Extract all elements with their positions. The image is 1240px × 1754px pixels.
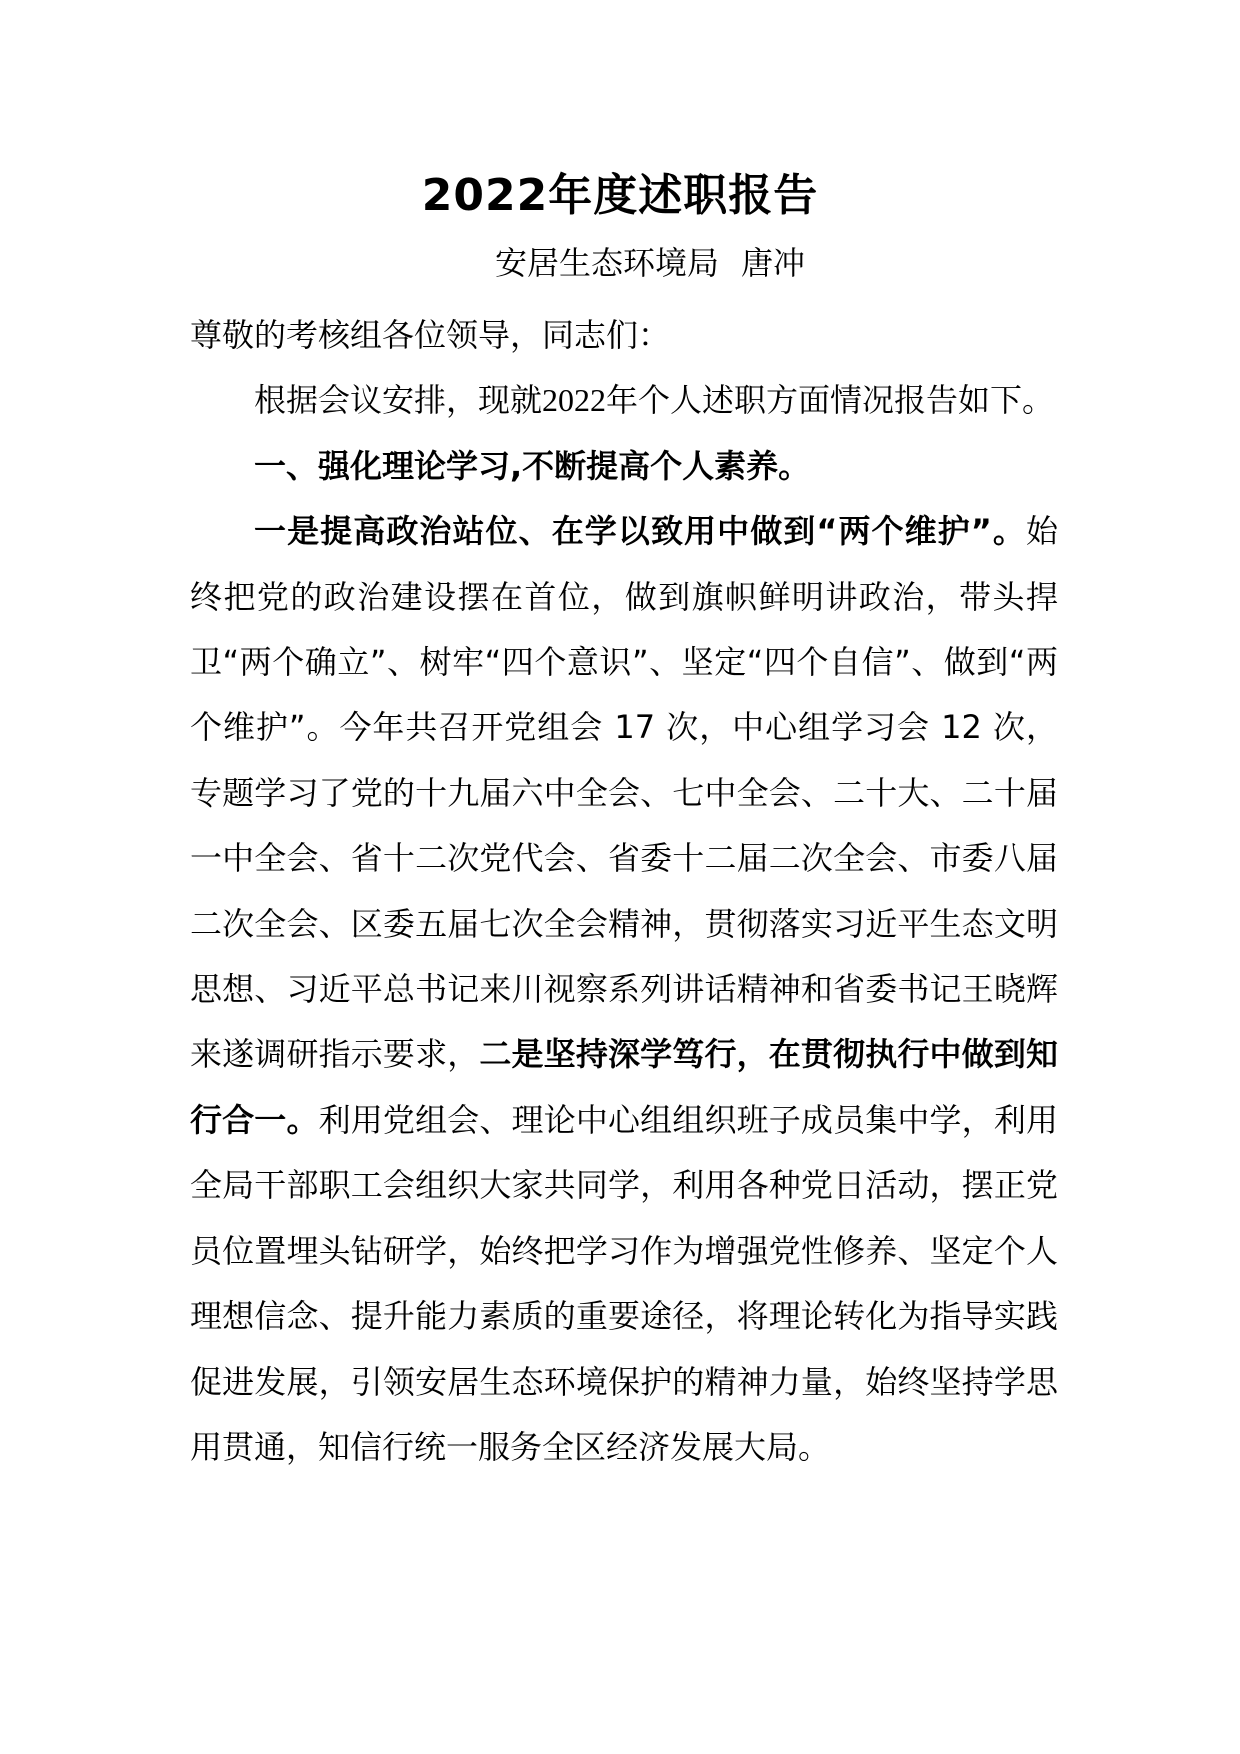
section-paragraph	[190, 499, 1058, 1480]
author-name: 唐冲	[741, 244, 806, 282]
author-line	[495, 240, 805, 286]
document-body	[190, 303, 1058, 1480]
intro-text-1: 根据会议安排，现就	[254, 381, 543, 420]
author-unit: 安居生态环境局	[495, 244, 720, 282]
point1-text: 始终把党的政治建设摆在首位，做到旗帜鲜明讲政治，带头捍卫“两个确立”、树牢“四个意识”、坚定“四个自信”、做到“两个维护”。今年共召开党组会 17 次，中心组学习会 12 次，专题学习了党的十九届六中全会、七中全会、二十大、二十届一中全会、省十二次党代会、省委十二届二次全会、市委八届二次全会、区委五届七次全会精神，贯彻落实习近平生态文明思想、习近平总书记来川视察系列讲话精神和省委书记王晓辉来遂调研指示要求，	[190, 512, 1058, 1074]
intro-text-2: 年个人述职方面情况报告如下。	[606, 381, 1055, 420]
point2-text: 利用党组会、理论中心组组织班子成员集中学，利用全局干部职工会组织大家共同学，利用各种党日活动，摆正党员位置埋头钻研学，始终把学习作为增强党性修养、坚定个人理想信念、提升能力素质的重要途径，将理论转化为指导实践促进发展，引领安居生态环境保护的精神力量，始终坚持学思用贯通，知信行统一服务全区经济发展大局。	[190, 1100, 1058, 1466]
salutation: 尊敬的考核组各位领导，同志们：	[190, 316, 671, 354]
intro-year: 2022	[542, 382, 607, 419]
intro-paragraph	[190, 368, 1058, 433]
document-title: 2022年度述职报告	[421, 170, 819, 221]
point1-heading: 一是提高政治站位、在学以致用中做到“两个维护”。	[254, 512, 1026, 551]
section-heading: 一、强化理论学习,不断提高个人素养。	[254, 446, 811, 485]
point2-heading: 二是坚持深学笃行，在贯彻执行中做到知行合一。	[190, 1035, 1058, 1139]
